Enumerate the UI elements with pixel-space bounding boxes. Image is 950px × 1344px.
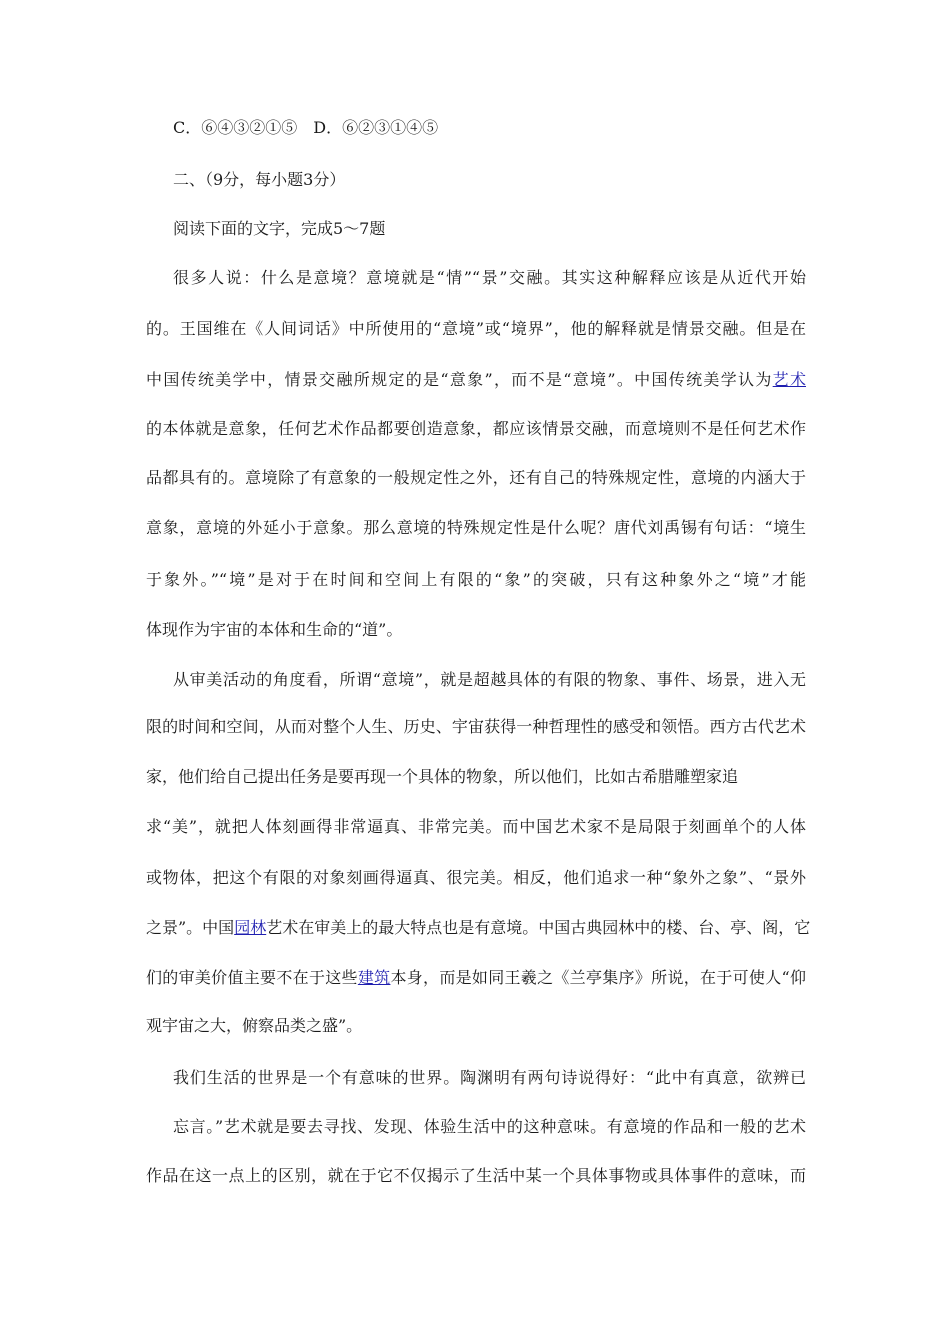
text-line: 意象，意境的外延小于意象。那么意境的特殊规定性是什么呢？唐代刘禹锡有句话：“境生 (146, 518, 806, 537)
text-fragment: 中国传统美学中，情景交融所规定的是“意象”，而不是“意境”。中国传统美学认为 (146, 370, 773, 389)
text-line: 的本体就是意象，任何艺术作品都要创造意象，都应该情景交融，而意境则不是任何艺术作 (146, 419, 806, 438)
text-line: 很多人说：什么是意境？意境就是“情”“景”交融。其实这种解释应该是从近代开始 (173, 268, 806, 287)
text-line (146, 918, 811, 938)
text-line: 观宇宙之大，俯察品类之盛”。 (146, 1016, 363, 1035)
text-line: 求“美”，就把人体刻画得非常逼真、非常完美。而中国艺术家不是局限于刻画单个的人体 (146, 817, 806, 836)
text-line: 我们生活的世界是一个有意味的世界。陶渊明有两句诗说得好：“此中有真意，欲辨已 (173, 1068, 806, 1087)
link-art[interactable]: 艺术 (772, 370, 806, 389)
text-line: 作品在这一点上的区别，就在于它不仅揭示了生活中某一个具体事物或具体事件的意味，而 (146, 1166, 806, 1185)
text-line: 限的时间和空间，从而对整个人生、历史、宇宙获得一种哲理性的感受和领悟。西方古代艺术 (146, 717, 806, 736)
text-line (146, 370, 806, 390)
text-fragment: 本身，而是如同王羲之《兰亭集序》所说，在于可使人“仰 (390, 968, 806, 987)
text-line: 家，他们给自己提出任务是要再现一个具体的物象，所以他们，比如古希腊雕塑家追 (146, 767, 739, 786)
text-line (146, 968, 806, 988)
options-line: C．⑥④③②①⑤ D．⑥②③①④⑤ (173, 118, 439, 137)
link-garden[interactable]: 园林 (234, 918, 267, 937)
text-fragment: 之景”。中国 (146, 918, 235, 937)
text-line: 的。王国维在《人间词话》中所使用的“意境”或“境界”，他的解释就是情景交融。但是在 (146, 319, 806, 338)
text-line: 于象外。”“境”是对于在时间和空间上有限的“象”的突破，只有这种象外之“境”才能 (146, 570, 806, 589)
text-fragment: 们的审美价值主要不在于这些 (146, 968, 358, 987)
section-heading: 二、（9分，每小题3分） (173, 170, 346, 189)
text-line: 或物体，把这个有限的对象刻画得逼真、很完美。相反，他们追求一种“象外之象”、“景外 (146, 868, 806, 887)
text-line: 从审美活动的角度看，所谓“意境”，就是超越具体的有限的物象、事件、场景，进入无 (173, 670, 806, 689)
text-fragment: 艺术在审美上的最大特点也是有意境。中国古典园林中的楼、台、亭、阁，它 (266, 918, 811, 937)
text-line: 忘言。”艺术就是要去寻找、发现、体验生活中的这种意味。有意境的作品和一般的艺术 (173, 1117, 806, 1136)
instruction-text: 阅读下面的文字，完成5～7题 (173, 219, 386, 238)
link-architecture[interactable]: 建筑 (357, 968, 391, 987)
text-line: 品都具有的。意境除了有意象的一般规定性之外，还有自己的特殊规定性，意境的内涵大于 (146, 468, 806, 487)
text-line: 体现作为宇宙的本体和生命的“道”。 (146, 620, 403, 639)
